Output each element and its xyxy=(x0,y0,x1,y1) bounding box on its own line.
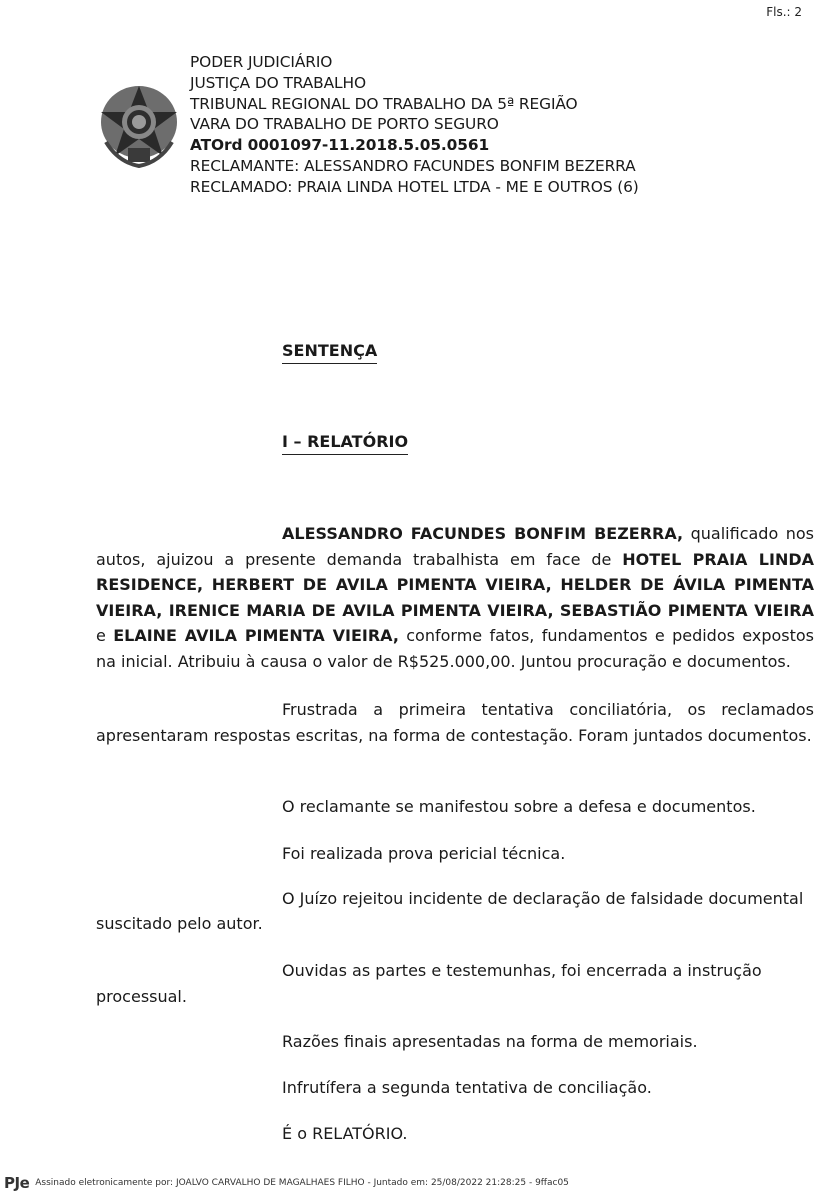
header-line-court: VARA DO TRABALHO DE PORTO SEGURO xyxy=(190,115,499,134)
signature-footer xyxy=(4,1174,569,1192)
paragraph-report-end: É o RELATÓRIO. xyxy=(282,1124,408,1143)
sentence-title: SENTENÇA xyxy=(282,341,377,364)
paragraph-parties xyxy=(96,521,814,674)
paragraph-text: conforme fatos, fundamentos e pedidos expostos na inicial. Atribuiu à causa o valor de R$525.000,00. Juntou procuração e documentos. xyxy=(96,626,815,671)
paragraph-incident-end: suscitado pelo autor. xyxy=(96,914,263,933)
case-number: ATOrd 0001097-11.2018.5.05.0561 xyxy=(190,136,490,155)
claimant-name: ALESSANDRO FACUNDES BONFIM BEZERRA, xyxy=(282,524,684,543)
header-line-justice: JUSTIÇA DO TRABALHO xyxy=(190,73,366,92)
court-header xyxy=(190,52,639,198)
paragraph-incident: O Juízo rejeitou incidente de declaração de falsidade documental xyxy=(282,889,804,908)
defendant-line: RECLAMADO: PRAIA LINDA HOTEL LTDA - ME E OUTROS (6) xyxy=(190,177,639,196)
defendant-names: HOTEL PRAIA LINDA RESIDENCE, HERBERT DE AVILA PIMENTA VIEIRA, HELDER DE ÁVILA PIMENTA VIEIRA, IRENICE MARIA DE AVILA PIMENTA VIEIRA, SEBASTIÃO PIMENTA VIEIRA xyxy=(96,549,815,620)
paragraph-second-conciliation: Infrutífera a segunda tentativa de conciliação. xyxy=(282,1078,652,1097)
paragraph-final-reasons: Razões finais apresentadas na forma de memoriais. xyxy=(282,1032,698,1051)
pje-logo: PJe xyxy=(4,1174,30,1192)
signature-text: Assinado eletronicamente por: JOALVO CARVALHO DE MAGALHAES FILHO - Juntado em: 25/08/2022 21:28:25 - 9ffac05 xyxy=(35,1178,569,1188)
paragraph-manifest: O reclamante se manifestou sobre a defesa e documentos. xyxy=(282,797,756,816)
header-line-tribunal: TRIBUNAL REGIONAL DO TRABALHO DA 5ª REGIÃO xyxy=(190,94,578,113)
paragraph-text: qualificado nos autos, ajuizou a presente demanda trabalhista em face de xyxy=(96,524,814,569)
header-line-judiciary: PODER JUDICIÁRIO xyxy=(190,53,333,71)
coat-of-arms-emblem xyxy=(98,82,180,168)
defendant-name-last: ELAINE AVILA PIMENTA VIEIRA, xyxy=(113,626,399,645)
page-number: Fls.: 2 xyxy=(766,5,802,19)
paragraph-conciliation: Frustrada a primeira tentativa conciliatória, os reclamados apresentaram respostas escritas, na forma de contestação. Foram juntados documentos. xyxy=(96,700,814,745)
paragraph-expert-proof: Foi realizada prova pericial técnica. xyxy=(282,844,566,863)
paragraph-text: e xyxy=(96,626,114,645)
paragraph-hearing-end: processual. xyxy=(96,987,187,1006)
paragraph-hearing: Ouvidas as partes e testemunhas, foi encerrada a instrução xyxy=(282,961,762,980)
claimant-line: RECLAMANTE: ALESSANDRO FACUNDES BONFIM BEZERRA xyxy=(190,156,636,175)
report-title: I – RELATÓRIO xyxy=(282,432,408,455)
